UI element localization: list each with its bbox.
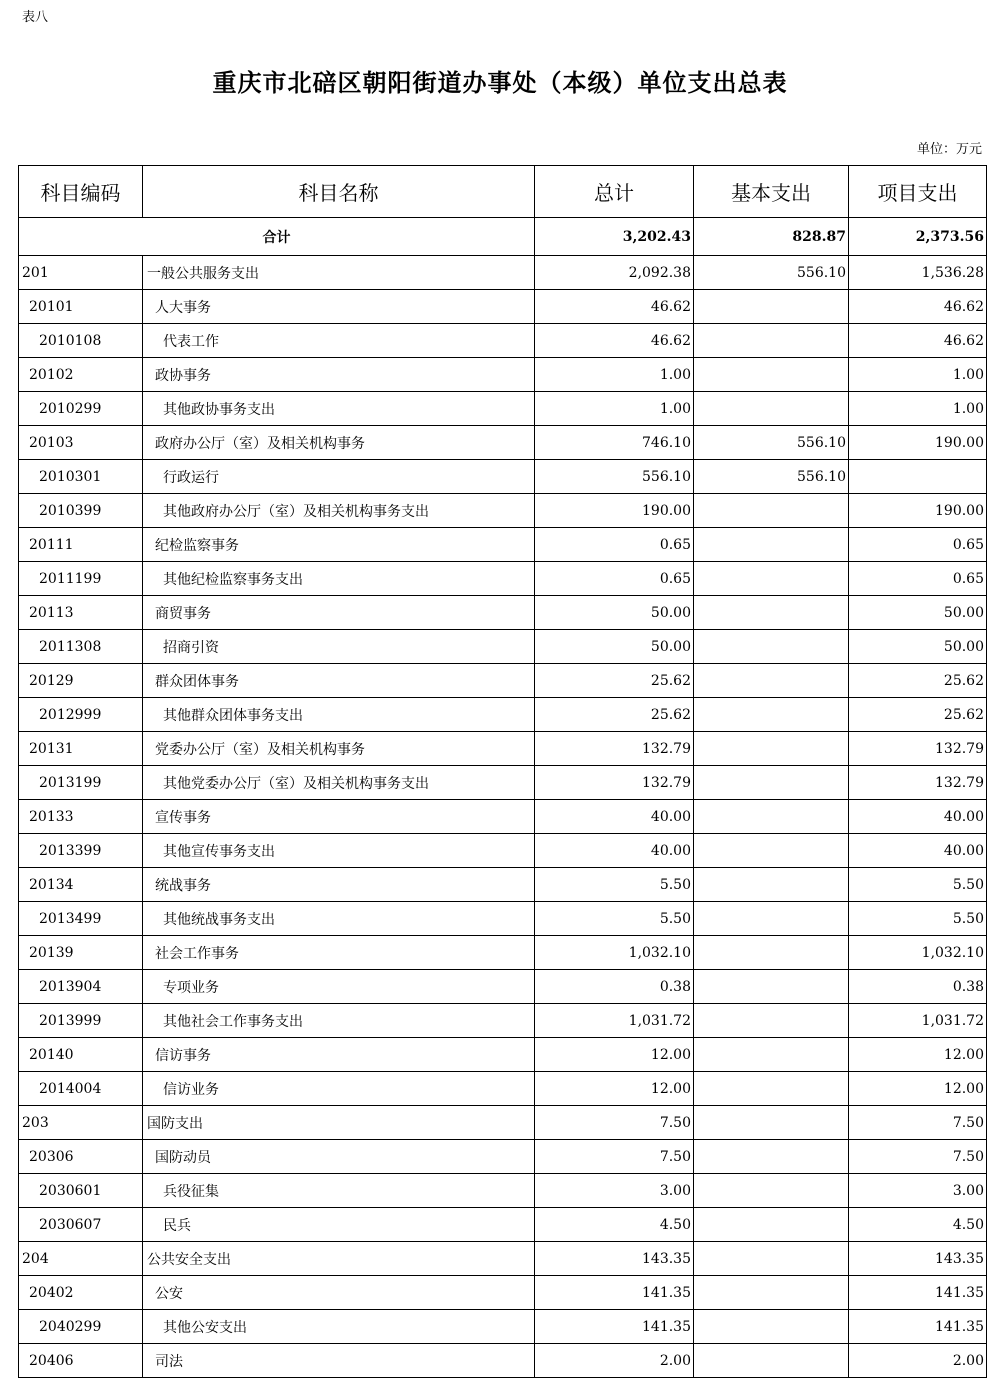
row-code: 20402 xyxy=(19,1276,143,1310)
row-basic: 556.10 xyxy=(694,426,849,460)
row-code: 2040299 xyxy=(19,1310,143,1344)
row-project: 12.00 xyxy=(849,1038,987,1072)
row-code: 20133 xyxy=(19,800,143,834)
table-row xyxy=(19,936,987,970)
row-basic xyxy=(694,562,849,596)
row-total: 1.00 xyxy=(535,392,694,426)
row-basic xyxy=(694,494,849,528)
row-total: 25.62 xyxy=(535,698,694,732)
table-row xyxy=(19,800,987,834)
row-code: 2013999 xyxy=(19,1004,143,1038)
row-basic xyxy=(694,834,849,868)
row-total: 0.65 xyxy=(535,528,694,562)
row-basic xyxy=(694,1140,849,1174)
row-name: 行政运行 xyxy=(143,460,535,494)
table-row xyxy=(19,698,987,732)
row-code: 20113 xyxy=(19,596,143,630)
row-total: 40.00 xyxy=(535,834,694,868)
table-row xyxy=(19,766,987,800)
table-row xyxy=(19,392,987,426)
row-project: 5.50 xyxy=(849,902,987,936)
row-basic xyxy=(694,630,849,664)
row-name: 党委办公厅（室）及相关机构事务 xyxy=(143,732,535,766)
row-name: 其他群众团体事务支出 xyxy=(143,698,535,732)
row-name: 人大事务 xyxy=(143,290,535,324)
total-project: 2,373.56 xyxy=(849,218,987,256)
table-row xyxy=(19,732,987,766)
row-total: 50.00 xyxy=(535,596,694,630)
row-project: 1,031.72 xyxy=(849,1004,987,1038)
row-code: 2013499 xyxy=(19,902,143,936)
total-row xyxy=(19,218,987,256)
table-row xyxy=(19,426,987,460)
row-code: 203 xyxy=(19,1106,143,1140)
row-project: 50.00 xyxy=(849,630,987,664)
row-total: 0.38 xyxy=(535,970,694,1004)
row-total: 1.00 xyxy=(535,358,694,392)
row-total: 1,032.10 xyxy=(535,936,694,970)
row-name: 兵役征集 xyxy=(143,1174,535,1208)
row-code: 20103 xyxy=(19,426,143,460)
row-total: 50.00 xyxy=(535,630,694,664)
row-basic xyxy=(694,1004,849,1038)
row-basic xyxy=(694,528,849,562)
total-label: 合计 xyxy=(19,218,535,256)
table-row xyxy=(19,562,987,596)
table-row xyxy=(19,1344,987,1378)
row-basic xyxy=(694,290,849,324)
row-total: 190.00 xyxy=(535,494,694,528)
row-basic xyxy=(694,1106,849,1140)
row-total: 7.50 xyxy=(535,1140,694,1174)
row-total: 5.50 xyxy=(535,902,694,936)
row-name: 商贸事务 xyxy=(143,596,535,630)
row-basic xyxy=(694,664,849,698)
row-name: 其他统战事务支出 xyxy=(143,902,535,936)
row-basic xyxy=(694,868,849,902)
table-row xyxy=(19,1140,987,1174)
unit-label: 单位：万元 xyxy=(916,142,982,157)
table-row xyxy=(19,1174,987,1208)
row-project: 190.00 xyxy=(849,426,987,460)
row-project: 1.00 xyxy=(849,358,987,392)
row-name: 纪检监察事务 xyxy=(143,528,535,562)
row-total: 12.00 xyxy=(535,1038,694,1072)
row-name: 统战事务 xyxy=(143,868,535,902)
row-name: 专项业务 xyxy=(143,970,535,1004)
row-total: 5.50 xyxy=(535,868,694,902)
row-basic xyxy=(694,970,849,1004)
row-name: 其他公安支出 xyxy=(143,1310,535,1344)
row-code: 20131 xyxy=(19,732,143,766)
row-project: 25.62 xyxy=(849,698,987,732)
row-project: 0.38 xyxy=(849,970,987,1004)
row-code: 2012999 xyxy=(19,698,143,732)
header-row xyxy=(19,166,987,218)
row-basic xyxy=(694,800,849,834)
table-row xyxy=(19,970,987,1004)
row-name: 群众团体事务 xyxy=(143,664,535,698)
col-header-total: 总计 xyxy=(535,166,694,218)
row-project: 1.00 xyxy=(849,392,987,426)
row-project: 190.00 xyxy=(849,494,987,528)
row-project: 4.50 xyxy=(849,1208,987,1242)
row-project: 1,032.10 xyxy=(849,936,987,970)
row-project: 40.00 xyxy=(849,834,987,868)
row-total: 1,031.72 xyxy=(535,1004,694,1038)
table-number-label: 表八 xyxy=(22,10,49,25)
row-project: 5.50 xyxy=(849,868,987,902)
row-project xyxy=(849,460,987,494)
row-code: 2010108 xyxy=(19,324,143,358)
row-name: 公安 xyxy=(143,1276,535,1310)
row-name: 一般公共服务支出 xyxy=(143,256,535,290)
col-header-basic: 基本支出 xyxy=(694,166,849,218)
row-basic xyxy=(694,732,849,766)
row-total: 46.62 xyxy=(535,324,694,358)
row-code: 2011308 xyxy=(19,630,143,664)
row-basic xyxy=(694,1072,849,1106)
row-total: 746.10 xyxy=(535,426,694,460)
row-project: 2.00 xyxy=(849,1344,987,1378)
table-row xyxy=(19,256,987,290)
row-code: 2010299 xyxy=(19,392,143,426)
row-name: 信访业务 xyxy=(143,1072,535,1106)
row-project: 132.79 xyxy=(849,766,987,800)
row-project: 143.35 xyxy=(849,1242,987,1276)
row-project: 40.00 xyxy=(849,800,987,834)
row-name: 司法 xyxy=(143,1344,535,1378)
row-code: 2010301 xyxy=(19,460,143,494)
row-basic xyxy=(694,902,849,936)
row-total: 3.00 xyxy=(535,1174,694,1208)
row-basic xyxy=(694,698,849,732)
row-total: 132.79 xyxy=(535,732,694,766)
row-code: 2030607 xyxy=(19,1208,143,1242)
row-basic xyxy=(694,1276,849,1310)
table-row xyxy=(19,1276,987,1310)
row-basic xyxy=(694,358,849,392)
row-basic xyxy=(694,1208,849,1242)
table-row xyxy=(19,290,987,324)
row-total: 25.62 xyxy=(535,664,694,698)
row-project: 132.79 xyxy=(849,732,987,766)
table-row xyxy=(19,358,987,392)
row-project: 25.62 xyxy=(849,664,987,698)
row-name: 其他宣传事务支出 xyxy=(143,834,535,868)
row-name: 社会工作事务 xyxy=(143,936,535,970)
row-code: 2013199 xyxy=(19,766,143,800)
row-code: 2013904 xyxy=(19,970,143,1004)
row-total: 132.79 xyxy=(535,766,694,800)
total-basic: 828.87 xyxy=(694,218,849,256)
row-code: 20306 xyxy=(19,1140,143,1174)
row-code: 20140 xyxy=(19,1038,143,1072)
col-header-name: 科目名称 xyxy=(143,166,535,218)
table-row xyxy=(19,596,987,630)
page-title: 重庆市北碚区朝阳街道办事处（本级）单位支出总表 xyxy=(212,68,788,97)
table-row xyxy=(19,630,987,664)
row-name: 其他党委办公厅（室）及相关机构事务支出 xyxy=(143,766,535,800)
row-basic xyxy=(694,596,849,630)
row-basic xyxy=(694,324,849,358)
row-code: 204 xyxy=(19,1242,143,1276)
row-name: 其他社会工作事务支出 xyxy=(143,1004,535,1038)
row-code: 20102 xyxy=(19,358,143,392)
row-basic xyxy=(694,936,849,970)
row-name: 国防支出 xyxy=(143,1106,535,1140)
row-project: 50.00 xyxy=(849,596,987,630)
row-total: 556.10 xyxy=(535,460,694,494)
row-project: 12.00 xyxy=(849,1072,987,1106)
row-name: 其他纪检监察事务支出 xyxy=(143,562,535,596)
row-code: 2014004 xyxy=(19,1072,143,1106)
row-code: 201 xyxy=(19,256,143,290)
row-total: 141.35 xyxy=(535,1310,694,1344)
row-total: 2,092.38 xyxy=(535,256,694,290)
row-code: 20134 xyxy=(19,868,143,902)
row-total: 12.00 xyxy=(535,1072,694,1106)
table-row xyxy=(19,1072,987,1106)
table-row xyxy=(19,1242,987,1276)
row-name: 公共安全支出 xyxy=(143,1242,535,1276)
row-code: 2030601 xyxy=(19,1174,143,1208)
col-header-code: 科目编码 xyxy=(19,166,143,218)
row-project: 46.62 xyxy=(849,290,987,324)
row-basic xyxy=(694,1038,849,1072)
row-project: 46.62 xyxy=(849,324,987,358)
table-row xyxy=(19,494,987,528)
expenditure-table xyxy=(18,165,987,1378)
row-basic xyxy=(694,766,849,800)
table-row xyxy=(19,1208,987,1242)
row-name: 其他政府办公厅（室）及相关机构事务支出 xyxy=(143,494,535,528)
row-project: 141.35 xyxy=(849,1276,987,1310)
row-basic xyxy=(694,392,849,426)
row-code: 2013399 xyxy=(19,834,143,868)
row-project: 7.50 xyxy=(849,1106,987,1140)
row-project: 141.35 xyxy=(849,1310,987,1344)
row-basic xyxy=(694,1344,849,1378)
row-name: 宣传事务 xyxy=(143,800,535,834)
row-total: 7.50 xyxy=(535,1106,694,1140)
table-row xyxy=(19,834,987,868)
row-code: 20111 xyxy=(19,528,143,562)
table-row xyxy=(19,1310,987,1344)
table-row xyxy=(19,902,987,936)
row-basic: 556.10 xyxy=(694,256,849,290)
row-name: 招商引资 xyxy=(143,630,535,664)
row-total: 2.00 xyxy=(535,1344,694,1378)
row-project: 1,536.28 xyxy=(849,256,987,290)
row-project: 0.65 xyxy=(849,562,987,596)
row-total: 0.65 xyxy=(535,562,694,596)
row-name: 代表工作 xyxy=(143,324,535,358)
table-row xyxy=(19,664,987,698)
row-name: 民兵 xyxy=(143,1208,535,1242)
row-name: 政府办公厅（室）及相关机构事务 xyxy=(143,426,535,460)
row-code: 20101 xyxy=(19,290,143,324)
table-row xyxy=(19,868,987,902)
row-project: 0.65 xyxy=(849,528,987,562)
table-row xyxy=(19,324,987,358)
row-basic xyxy=(694,1174,849,1208)
row-total: 46.62 xyxy=(535,290,694,324)
row-basic xyxy=(694,1242,849,1276)
table-row xyxy=(19,460,987,494)
table-row xyxy=(19,1106,987,1140)
col-header-project: 项目支出 xyxy=(849,166,987,218)
row-code: 2011199 xyxy=(19,562,143,596)
row-name: 政协事务 xyxy=(143,358,535,392)
row-project: 7.50 xyxy=(849,1140,987,1174)
total-amount: 3,202.43 xyxy=(535,218,694,256)
row-basic xyxy=(694,1310,849,1344)
table-row xyxy=(19,1004,987,1038)
table-row xyxy=(19,528,987,562)
row-name: 信访事务 xyxy=(143,1038,535,1072)
row-name: 其他政协事务支出 xyxy=(143,392,535,426)
row-name: 国防动员 xyxy=(143,1140,535,1174)
row-total: 141.35 xyxy=(535,1276,694,1310)
row-total: 40.00 xyxy=(535,800,694,834)
row-total: 4.50 xyxy=(535,1208,694,1242)
row-basic: 556.10 xyxy=(694,460,849,494)
row-code: 20139 xyxy=(19,936,143,970)
row-project: 3.00 xyxy=(849,1174,987,1208)
row-code: 20129 xyxy=(19,664,143,698)
table-row xyxy=(19,1038,987,1072)
row-total: 143.35 xyxy=(535,1242,694,1276)
row-code: 2010399 xyxy=(19,494,143,528)
row-code: 20406 xyxy=(19,1344,143,1378)
